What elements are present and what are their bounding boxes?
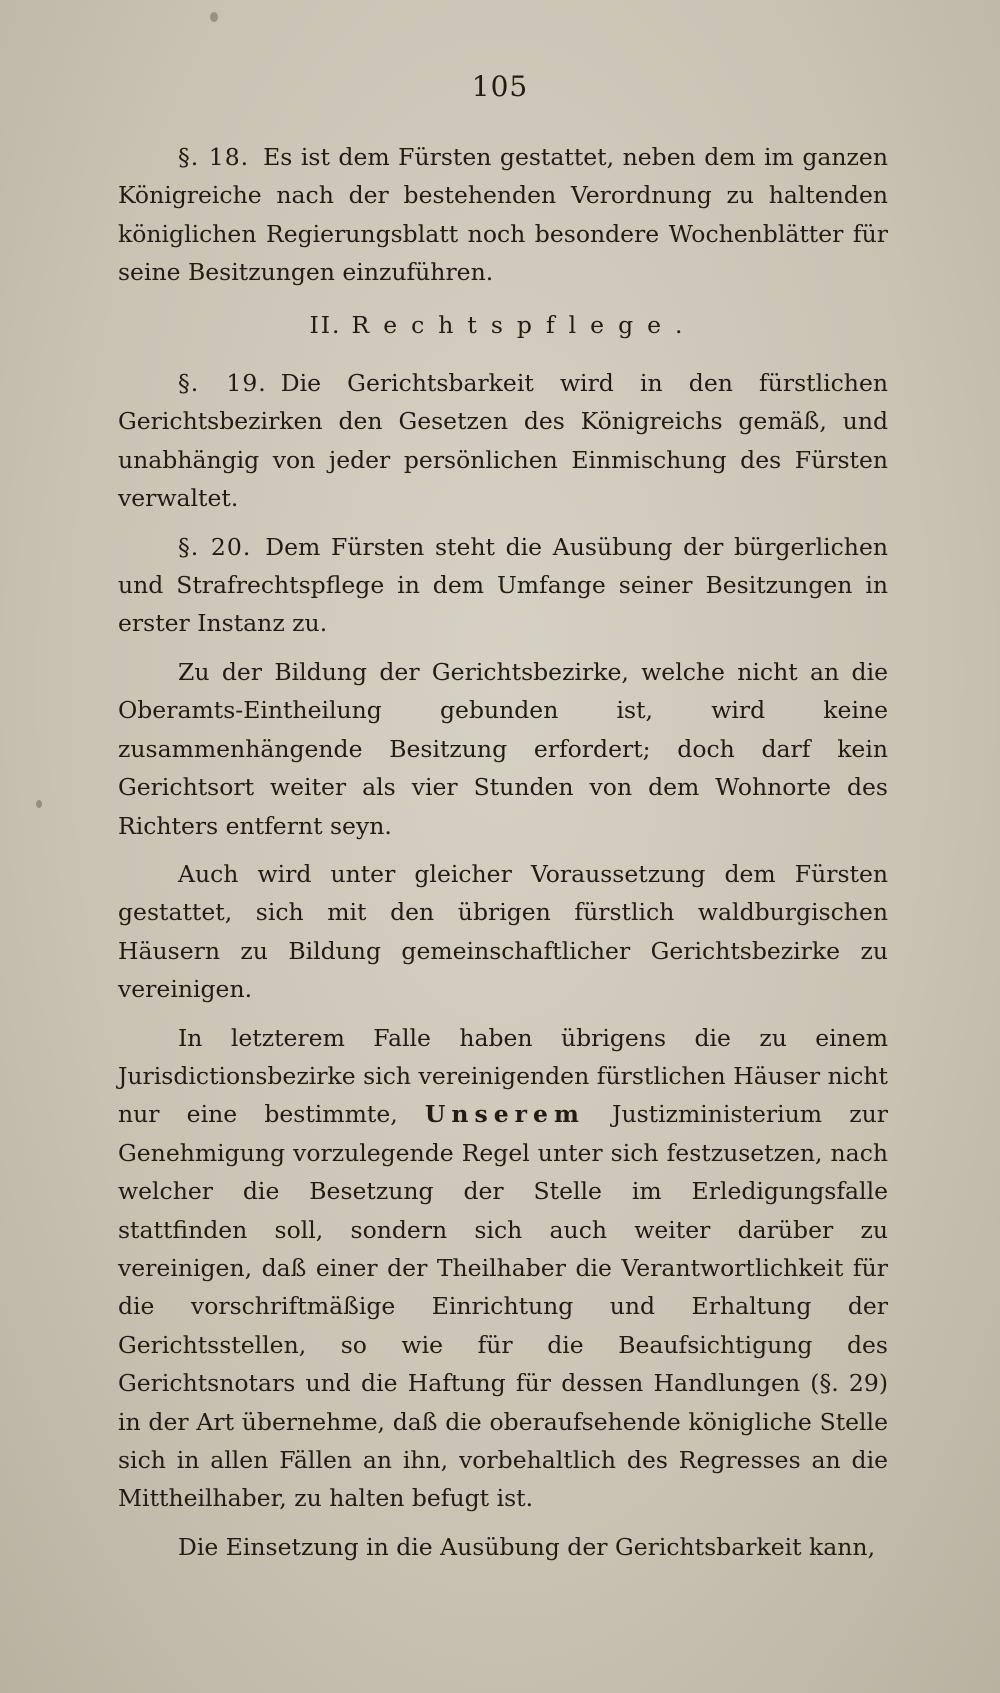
emphasized-word: Unserem: [424, 1100, 585, 1129]
ink-speck: [210, 12, 218, 22]
paragraph-text: Die Einsetzung in die Ausübung der Gerichtsbarkeit kann,: [178, 1532, 876, 1561]
heading-numeral: II.: [309, 310, 342, 339]
ink-speck: [36, 800, 42, 808]
paragraph-text: Justizministerium zur Genehmigung vorzulegende Regel unter sich festzusetzen, nach welcher die Besetzung der Stelle im Erledigungsfalle stattfinden soll, sondern sich auch weiter darüber zu vereinigen, daß einer der Theilhaber die Verantwortlichkeit für die vorschriftmäßige Einrichtung und Erhaltung der Gerichtsstellen, so wie für die Beaufsichtigung des Gerichtsnotars und die Haftung für dessen Handlungen (§. 29) in der Art übernehme, daß die oberaufsehende königliche Stelle sich in allen Fällen an ihn, vorbehaltlich des Regresses an die Mittheilhaber, zu halten befugt ist.: [118, 1100, 888, 1513]
paragraph: [118, 653, 888, 845]
paragraph-text: Dem Fürsten steht die Ausübung der bürgerlichen und Strafrechtspflege in dem Umfange seiner Besitzungen in erster Instanz zu.: [118, 532, 888, 638]
paragraph: [118, 855, 888, 1009]
section-heading: [118, 306, 888, 344]
paragraph-section-20: [118, 528, 888, 643]
paragraph-text: Es ist dem Fürsten gestattet, neben dem im ganzen Königreiche nach der bestehenden Verordnung zu haltenden königlichen Regierungsblatt noch besondere Wochenblätter für seine Besitzungen einzuführen.: [118, 143, 888, 287]
section-number: §. 18.: [178, 143, 250, 171]
paragraph-section-19: [118, 364, 888, 518]
paragraph-text: Zu der Bildung der Gerichtsbezirke, welche nicht an die Oberamts-Eintheilung gebunden ist, wird keine zusammenhängende Besitzung erfordert; doch darf kein Gerichtsort weiter als vier Stunden von dem Wohnorte des Richters entfernt seyn.: [118, 657, 888, 840]
paragraph: [118, 1528, 888, 1566]
paragraph-text: Auch wird unter gleicher Voraussetzung dem Fürsten gestattet, sich mit den übrigen fürstlich waldburgischen Häusern zu Bildung gemeinschaftlicher Gerichtsbezirke zu vereinigen.: [118, 859, 888, 1004]
paragraph: [118, 1019, 888, 1518]
paragraph-section-18: [118, 138, 888, 292]
section-number: §. 20.: [178, 532, 252, 561]
paragraph-text: Die Gerichtsbarkeit wird in den fürstlichen Gerichtsbezirken den Gesetzen des Königreichs gemäß, und unabhängig von jeder persönlichen Einmischung des Fürsten verwaltet.: [118, 369, 888, 513]
section-number: §. 19.: [178, 369, 267, 398]
heading-title: Rechtspflege.: [351, 310, 697, 339]
page-number: 105: [471, 70, 529, 103]
page-body: [118, 138, 888, 1576]
paragraph-text: In letzterem Falle haben übrigens die zu einem Jurisdictionsbezirke sich vereinigenden fürstlichen Häuser nicht nur eine bestimmte,: [118, 1023, 888, 1129]
